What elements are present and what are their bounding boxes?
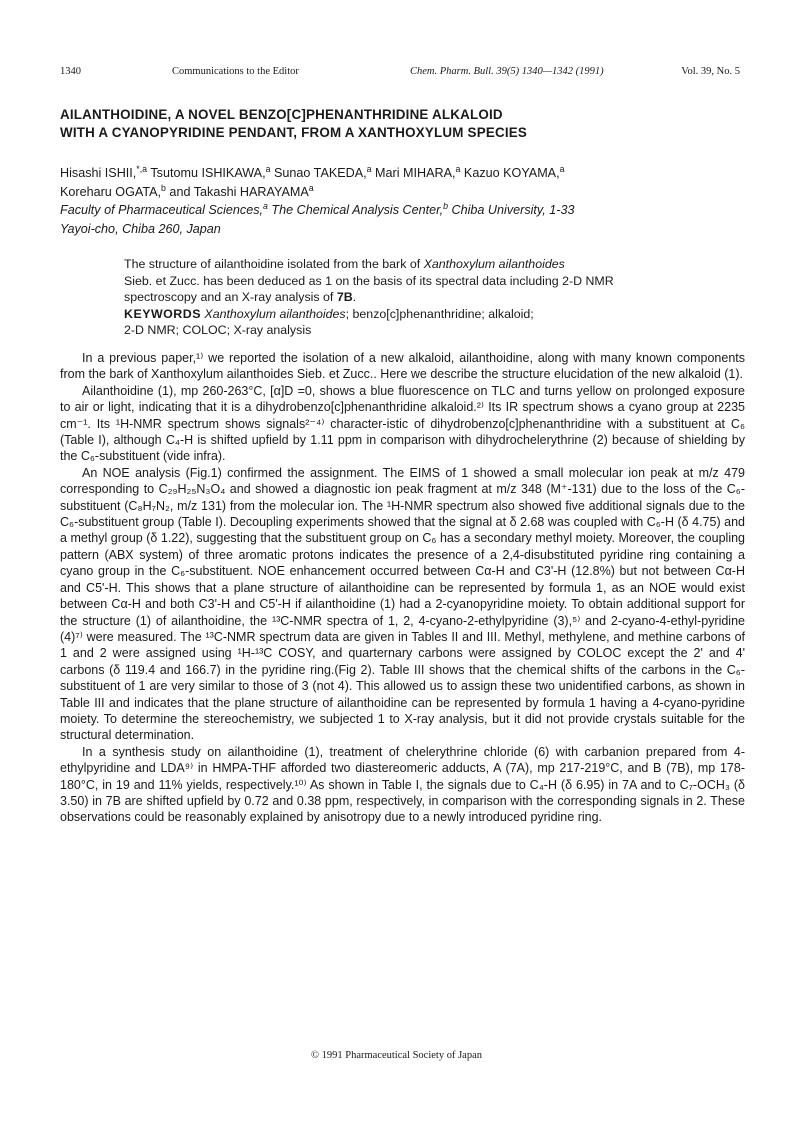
paragraph-3: An NOE analysis (Fig.1) confirmed the assignment. The EIMS of 1 showed a small molecular ion peak at m/z 479 corresponding to C₂₉H₂₅N₃O₄ and showed a diagnostic ion peak fragment at m/z 348 (M⁺-131) due to the loss of the C₆-substituent (C₈H₇N₂, m/z 131) from the molecular ion. The ¹H-NMR spectrum also showed five additional signals due to the C₆-substituent group (Table I). Decoupling experiments showed that the signal at δ 2.68 was coupled with C₆-H (δ 4.75) and a methyl group (δ 1.22), suggesting that the substituent group on C₆ has a secondary methyl moiety. Moreover, the coupling pattern (ABX system) of three aromatic protons indicates the presence of a 2,4-disubstituted pyridine ring containing a cyano group in the C₆-substituent. NOE enhancement occurred between Cα-H and C3'-H (12.8%) but not between Cα-H and C5'-H. This shows that a plane structure of ailanthoidine can be represented by formula 1, as an NOE would exist between Cα-H and both C3'-H and C5'-H if ailanthoidine (1) had a 2-cyanopyridine moiety. To obtain additional support for the structure (1) of ailanthoidine, the ¹³C-NMR spectra of 1, 2, 4-cyano-2-ethylpyridine (3),⁵⁾ and 2-cyano-4-ethyl-pyridine (4)⁷⁾ were measured. The ¹³C-NMR spectrum data are given in Tables II and III. Methyl, methylene, and methine carbons of 1 and 2 were assigned using ¹H-¹³C COSY, and quarternary carbons were assigned by COLOC except the 2' and 4' carbons (δ 119.4 and 166.7) in the pyridine ring.(Fig 2). Table III shows that the chemical shifts of the carbons in the C₆-substituent of 1 are very similar to those of 3 (not 4). This allowed us to assign these two unidentified carbons, as shown in Table III and indicates that the plane structure of ailanthoidine can be represented by formula 1 having a 4-cyano-pyridine moiety. To determine the stereochemistry, we subjected 1 to X-ray analysis, but it did not provide crystals suitable for the structural determination. — [60, 465, 745, 743]
title-line-1: AILANTHOIDINE, A NOVEL BENZO[C]PHENANTHRIDINE ALKALOID — [60, 107, 503, 122]
paragraph-4: In a synthesis study on ailanthoidine (1), treatment of chelerythrine chloride (6) with carbanion prepared from 4-ethylpyridine and LDA⁹⁾ in HMPA-THF afforded two diastereomeric adducts, A (7A), mp 217-219°C, and B (7B), mp 178-180°C, in 19 and 11% yields, respectively.¹⁰⁾ As shown in Table I, the signals due to C₄-H (δ 6.95) in 7A and to C₇-OCH₃ (δ 3.50) in 7B are shifted upfield by 0.72 and 0.38 ppm, respectively, in comparison with the corresponding signals in 2. These observations could be reasonably explained by anisotropy due to a newly introduced pyridine ring. — [60, 744, 745, 825]
title-line-2: WITH A CYANOPYRIDINE PENDANT, FROM A XANTHOXYLUM SPECIES — [60, 125, 528, 140]
page-number: 1340 — [60, 66, 81, 77]
article-title — [60, 106, 750, 142]
section-label: Communications to the Editor — [172, 66, 299, 77]
paragraph-2: Ailanthoidine (1), mp 260-263°C, [α]D =0, shows a blue fluorescence on TLC and turns yellow on prolonged exposure to air or light, indicating that it is a dihydrobenzo[c]phenanthridine alkaloid.²⁾ Its IR spectrum shows a cyano group at 2235 cm⁻¹. Its ¹H-NMR spectrum shows signals²⁻⁴⁾ character-istic of dihydrobenzo[c]phenanthridine with a substituent at C₆ (Table I), although C₄-H is shifted upfield by 1.11 ppm in comparison with dihydrochelerythrine (2) because of shielding by the C₆-substituent (vide infra). — [60, 383, 745, 464]
abstract-line-2: Sieb. et Zucc. has been deduced as 1 on the basis of its spectral data including 2-D NMR — [124, 273, 614, 288]
abstract — [124, 256, 684, 339]
running-header — [60, 66, 740, 82]
affiliation-line-2: Yayoi-cho, Chiba 260, Japan — [60, 221, 221, 236]
paragraph-1: In a previous paper,¹⁾ we reported the isolation of a new alkaloid, ailanthoidine, along with many known components from the bark of Xanthoxylum ailanthoides Sieb. et Zucc.. Here we describe the structure elucidation of the new alkaloid (1). — [60, 351, 745, 382]
copyright-footer: © 1991 Pharmaceutical Society of Japan — [311, 1050, 482, 1061]
author-line-2: Koreharu OGATA,$^b$ and Takashi HARAYAMA$^a$ — [60, 182, 314, 199]
keywords-line: KEYWORDS Xanthoxylum ailanthoides; benzo[c]phenanthridine; alkaloid; — [124, 306, 534, 321]
journal-citation: Chem. Pharm. Bull. 39(5) 1340—1342 (1991) — [410, 66, 604, 77]
affiliation-line-1: Faculty of Pharmaceutical Sciences,$^a$ The Chemical Analysis Center,$^b$ Chiba University, 1-33 — [60, 200, 575, 217]
author-block — [60, 164, 750, 238]
keywords-label: KEYWORDS — [124, 306, 201, 321]
abstract-line-1: The structure of ailanthoidine isolated from the bark of Xanthoxylum ailanthoides — [124, 257, 565, 271]
author-line-1: Hisashi ISHII,$^{*,a}$ Tsutomu ISHIKAWA,$^a$ Sunao TAKEDA,$^a$ Mari MIHARA,$^a$ Kazuo KOYAMA,$^a$ — [60, 163, 565, 180]
volume-label: Vol. 39, No. 5 — [681, 66, 740, 77]
article-body — [60, 350, 745, 826]
keywords-line-2: 2-D NMR; COLOC; X-ray analysis — [124, 323, 312, 337]
abstract-line-3: spectroscopy and an X-ray analysis of 7B. — [124, 290, 357, 304]
